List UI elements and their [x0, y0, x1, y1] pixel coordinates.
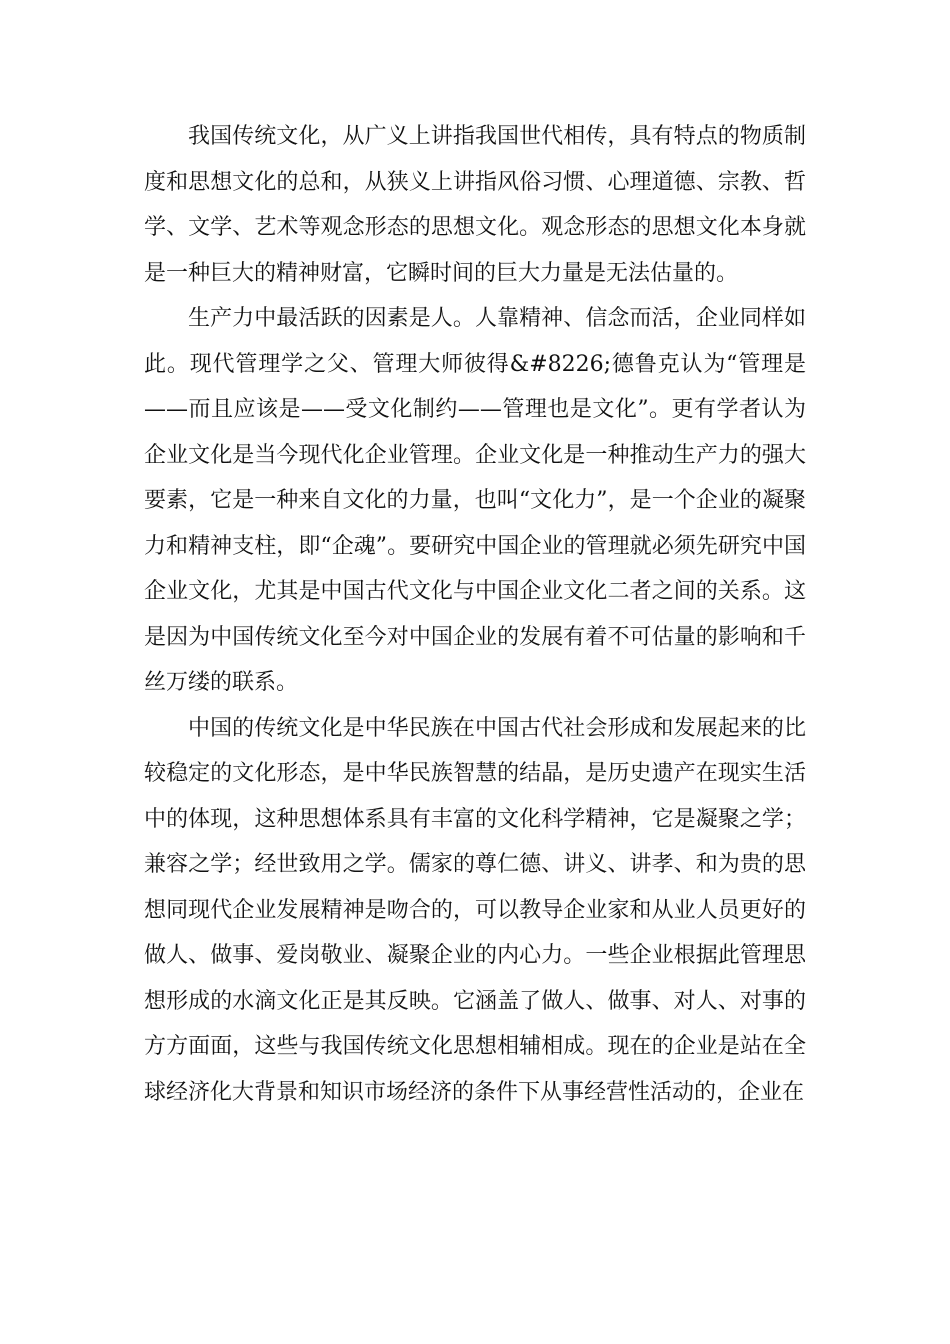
paragraph-traditional-culture-definition: 我国传统文化，从广义上讲指我国世代相传，具有特点的物质制度和思想文化的总和，从狭义上讲指风俗习惯、心理道德、宗教、哲学、文学、艺术等观念形态的思想文化。观念形态的思想文化本身就是一种巨大的精神财富，它瞬时间的巨大力量是无法估量的。: [144, 124, 806, 286]
document-body: [144, 114, 806, 1115]
paragraph-corporate-culture: 生产力中最活跃的因素是人。人靠精神、信念而活，企业同样如此。现代管理学之父、管理大师彼得&#8226;德鲁克认为“管理是——而且应该是——受文化制约——管理也是文化”。更有学者认为企业文化是当今现代化企业管理。企业文化是一种推动生产力的强大要素，它是一种来自文化的力量，也叫“文化力”，是一个企业的凝聚力和精神支柱，即“企魂”。要研究中国企业的管理就必须先研究中国企业文化，尤其是中国古代文化与中国企业文化二者之间的关系。这是因为中国传统文化至今对中国企业的发展有着不可估量的影响和千丝万缕的联系。: [144, 306, 806, 695]
paragraph-chinese-traditional-culture: 中国的传统文化是中华民族在中国古代社会形成和发展起来的比较稳定的文化形态，是中华民族智慧的结晶，是历史遗产在现实生活中的体现，这种思想体系具有丰富的文化科学精神，它是凝聚之学；兼容之学；经世致用之学。儒家的尊仁德、讲义、讲孝、和为贵的思想同现代企业发展精神是吻合的，可以教导企业家和从业人员更好的做人、做事、爱岗敬业、凝聚企业的内心力。一些企业根据此管理思想形成的水滴文化正是其反映。它涵盖了做人、做事、对人、对事的方方面面，这些与我国传统文化思想相辅相成。现在的企业是站在全球经济化大背景和知识市场经济的条件下从事经营性活动的，企业在: [144, 715, 806, 1105]
